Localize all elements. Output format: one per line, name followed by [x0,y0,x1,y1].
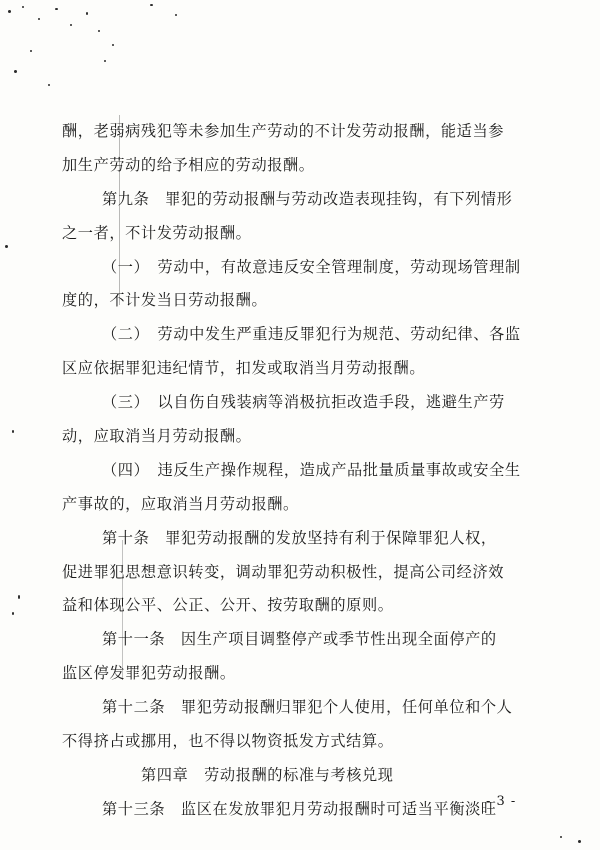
clause-4: （四） 违反生产操作规程，造成产品批量质量事故或安全生 [102,460,521,479]
text-line: 动，应取消当月劳动报酬。 [62,427,252,446]
article-12-heading: 第十二条 罪犯劳动报酬归罪犯个人使用，任何单位和个人 [102,698,513,717]
article-9-heading: 第九条 罪犯的劳动报酬与劳动改造表现挂钩，有下列情形 [102,189,513,208]
page-number: - 3 - [486,794,517,809]
text-line: 促进罪犯思想意识转变，调动罪犯劳动积极性，提高公司经济效 [62,562,505,581]
article-10-heading: 第十条 罪犯劳动报酬的发放坚持有利于保障罪犯人权， [102,528,497,547]
article-13-heading: 第十三条 监区在发放罪犯月劳动报酬时可适当平衡淡旺 [102,799,497,818]
article-11-heading: 第十一条 因生产项目调整停产或季节性出现全面停产的 [102,630,497,649]
clause-2: （二） 劳动中发生严重违反罪犯行为规范、劳动纪律、各监 [102,325,521,344]
text-line: 区应依据罪犯违纪情节，扣发或取消当月劳动报酬。 [62,359,426,378]
chapter-4-title: 第四章 劳动报酬的标准与考核兑现 [141,765,394,784]
clause-1: （一） 劳动中，有故意违反安全管理制度，劳动现场管理制 [102,257,521,276]
text-line: 监区停发罪犯劳动报酬。 [62,664,236,683]
text-line: 度的，不计发当日劳动报酬。 [62,291,268,310]
text-line: 之一者，不计发劳动报酬。 [62,223,252,242]
text-line: 酬，老弱病残犯等未参加生产劳动的不计发劳动报酬，能适当参 [62,122,505,140]
document-body [62,115,542,827]
text-line: 不得挤占或挪用，也不得以物资抵发方式结算。 [62,732,394,751]
text-line: 产事故的，应取消当月劳动报酬。 [62,494,299,513]
clause-3: （三） 以自伤自残装病等消极抗拒改造手段，逃避生产劳 [102,393,505,412]
text-line: 益和体现公平、公正、公开、按劳取酬的原则。 [62,596,394,615]
text-line: 加生产劳动的给予相应的劳动报酬。 [62,155,315,174]
